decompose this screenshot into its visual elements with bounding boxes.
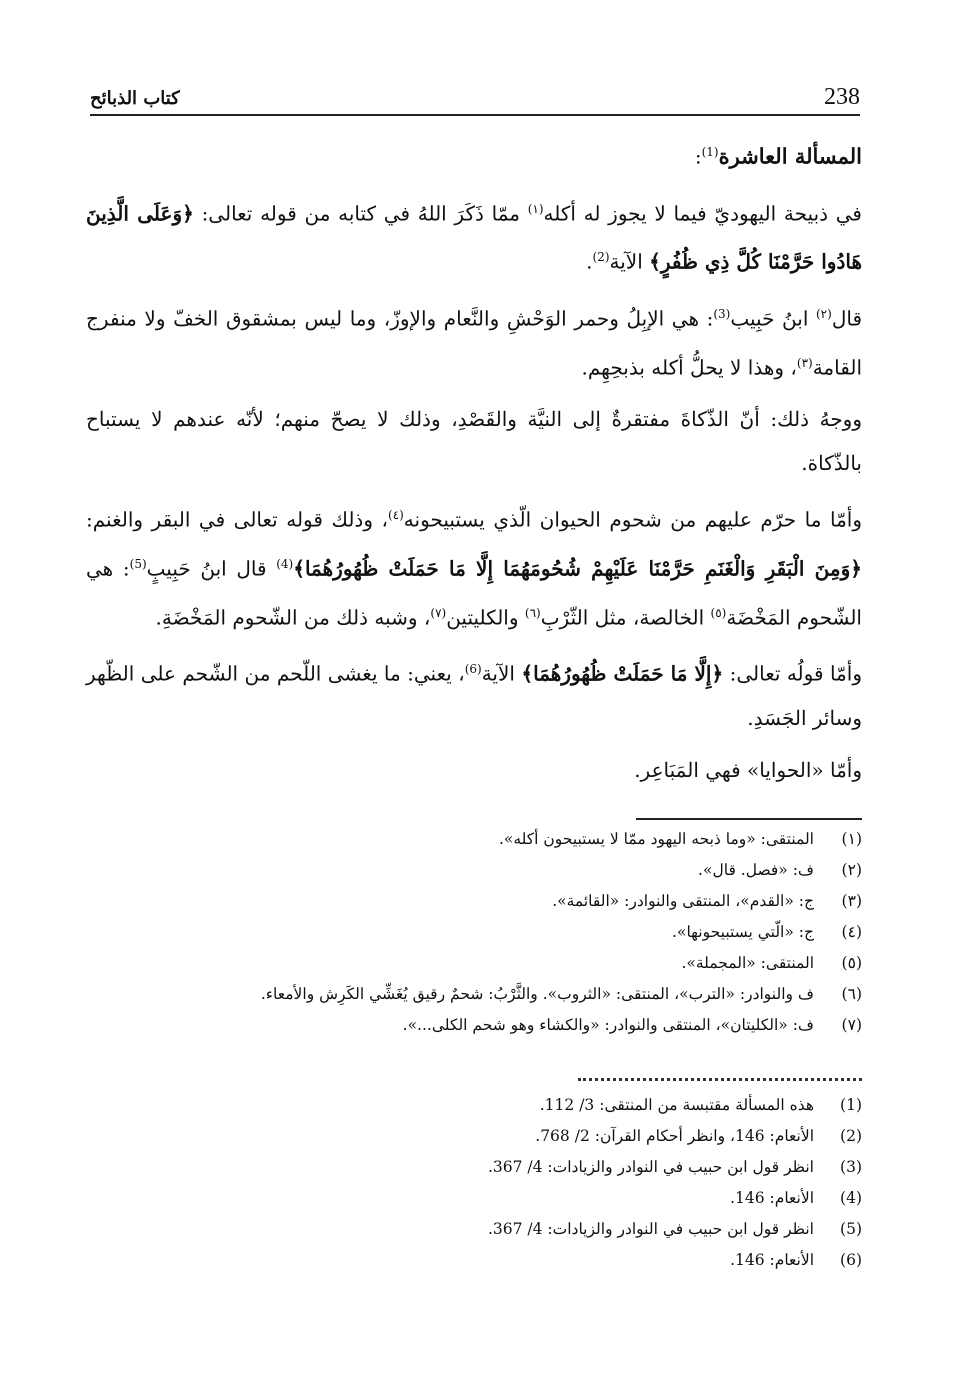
- footnote-ref: (6): [464, 662, 482, 677]
- quran-quote: ﴿إِلَّا مَا حَمَلَتْ ظُهُورُهُمَا﴾: [521, 661, 724, 686]
- footnote: [90, 923, 862, 954]
- footnote-text: انظر قول ابن حبيب في النوادر والزيادات: 4/ 367.: [487, 1158, 814, 1176]
- footnote-number: (٦): [841, 985, 862, 1003]
- page-number: 238: [824, 84, 860, 110]
- footnote-number: (١): [841, 830, 862, 848]
- footnote-number: (6): [840, 1251, 862, 1269]
- text-run: ممّا ذَكَرَ اللهُ في كتابه من قوله تعالى:: [193, 201, 528, 226]
- footnote-text: ج: «الّتي يستبيحونها».: [672, 923, 814, 941]
- footnote-text: هذه المسألة مقتبسة من المنتقى: 3/ 112.: [539, 1096, 814, 1114]
- footnote-text: ف والنوادر: «الترب»، المنتقى: «الثروب». والثَّرْبُ: شحمٌ رقيق يُغَشِّي الكَرِش والأمعاء.: [260, 985, 814, 1003]
- footnote: [90, 1096, 862, 1127]
- paragraph-3: ووجهُ ذلك: أنّ الذّكاةَ مفتقرةٌ إلى النيَّة والقَصْدِ، وذلك لا يصحّ منهم؛ لأنّه عندهم لا يستباح بالذّكاة.: [86, 407, 863, 476]
- text-run: الآية: [609, 249, 650, 274]
- main-text: [86, 130, 862, 800]
- footnote-ref: (5): [129, 556, 147, 571]
- footnote-ref: (1): [701, 145, 719, 159]
- footnote-number: (٧): [841, 1016, 862, 1034]
- section-heading: المسألة العاشرة: [718, 143, 862, 169]
- footnote-ref: (٧): [430, 605, 447, 620]
- text-run: الخالصة، مثل الثّرْبِ: [540, 605, 711, 630]
- footnote-number: (٤): [841, 923, 862, 941]
- text-run: : هي الإبِلُ وحمر الوَحْشِ والنَّعام والإوزّ، وما ليس بمشقوق الخفّ ولا منفرج القامة: [86, 306, 862, 380]
- footnote-number: (٥): [841, 954, 862, 972]
- footnote-text: ج: «القدم»، المنتقى والنوادر: «القائمة».: [552, 892, 814, 910]
- footnote-text: الأنعام: 146.: [730, 1251, 814, 1269]
- text-run: ابنُ حَبِيب: [730, 306, 816, 331]
- manuscript-notes: [90, 830, 862, 1047]
- footnote-number: (4): [840, 1189, 862, 1207]
- paragraph-6: وأمّا «الحوايا» فهي المَبَاعِر.: [634, 757, 862, 782]
- footnote: [90, 1158, 862, 1189]
- paragraph-2: [86, 292, 862, 389]
- text-run: وأمّا قولُه تعالى:: [723, 661, 862, 686]
- text-run: وأمّا ما حرّم عليهم من شحوم الحيوان الّذي يستبيحونه: [403, 507, 862, 532]
- footnote: [90, 861, 862, 892]
- text-run: في ذبيحة اليهوديّ فيما لا يجوز له أكله: [543, 201, 862, 226]
- footnote: [90, 1189, 862, 1220]
- quran-quote: ﴿وَمِنَ الْبَقَرِ وَالْغَنَمِ حَرَّمْنَا عَلَيْهِمْ شُحُومَهُمَا إِلَّا مَا حَمَلَتْ ظُهُورُهُمَا﴾: [293, 556, 862, 581]
- footnote-ref: (2): [592, 250, 610, 265]
- footnote-separator: [636, 818, 862, 820]
- page-header: [90, 84, 860, 116]
- footnote-ref: (3): [713, 306, 731, 321]
- footnote-text: المنتقى: «وما ذبحه اليهود ممّا لا يستبيحون أكله».: [498, 830, 814, 848]
- footnote: [90, 985, 862, 1016]
- footnote-text: انظر قول ابن حبيب في النوادر والزيادات: 4/ 367.: [487, 1220, 814, 1238]
- paragraph-1: [86, 187, 862, 284]
- footnote: [90, 1127, 862, 1158]
- text-run: ، وشبه ذلك من الشّحوم المَخْضَةِ.: [155, 605, 431, 630]
- footnote-number: (1): [840, 1096, 862, 1114]
- footnote-text: الأنعام: 146.: [730, 1189, 814, 1207]
- footnote-number: (2): [840, 1127, 862, 1145]
- text-run: ، وهذا لا يحلُّ أكله بذبحِهِم.: [581, 355, 797, 380]
- footnote-ref: (٦): [524, 605, 541, 620]
- footnote: [90, 1220, 862, 1251]
- running-title: كتاب الذبائح: [90, 88, 180, 109]
- footnote-number: (٣): [841, 892, 862, 910]
- text-run: : هي الشّحوم المَخْضَة: [86, 556, 862, 630]
- text-run: ، يعني: ما يغشى اللّحم من الشّحم على الظّهر وسائر الجَسَدِ.: [86, 661, 862, 730]
- heading-colon: :: [694, 144, 702, 169]
- footnote-text: ف: «الكليتان»، المنتقى والنوادر: «والكشاء وهو شحم الكلى...».: [402, 1016, 814, 1034]
- footnote-ref: (٤): [387, 508, 404, 523]
- footnote-ref: (٣): [796, 355, 813, 370]
- editor-notes: [90, 1096, 862, 1282]
- paragraph-5: [86, 647, 862, 740]
- text-run: قال: [831, 306, 862, 331]
- footnote-text: ف: «فصل. قال».: [698, 861, 814, 879]
- text-run: .: [586, 249, 593, 274]
- footnote-text: المنتقى: «المجملة».: [681, 954, 814, 972]
- footnote-ref: (٢): [815, 306, 832, 321]
- footnote-number: (3): [840, 1158, 862, 1176]
- section-heading-paragraph: [86, 130, 862, 179]
- dotted-separator: [578, 1078, 862, 1081]
- footnote-number: (٢): [841, 861, 862, 879]
- text-run: قال ابنُ حَبِيبٍ: [146, 556, 277, 581]
- footnote-text: الأنعام: 146، وانظر أحكام القرآن: 2/ 768.: [535, 1127, 814, 1145]
- text-run: ، وذلك قوله تعالى في البقر والغنم:: [86, 507, 388, 532]
- quran-quote: ﴿وَعَلَى الَّذِينَ هَادُوا حَرَّمْنَا كُلَّ ذِي ظُفُرٍ﴾: [86, 201, 862, 274]
- footnote: [90, 892, 862, 923]
- footnote-ref: (١): [527, 201, 544, 216]
- footnote-ref: (4): [276, 556, 294, 571]
- footnote: [90, 1016, 862, 1047]
- footnote: [90, 1251, 862, 1282]
- text-run: والكليتين: [446, 605, 525, 630]
- footnote-number: (5): [840, 1220, 862, 1238]
- footnote-ref: (٥): [710, 605, 727, 620]
- text-run: الآية: [481, 661, 522, 686]
- footnote: [90, 830, 862, 861]
- paragraph-4: [86, 493, 862, 639]
- footnote: [90, 954, 862, 985]
